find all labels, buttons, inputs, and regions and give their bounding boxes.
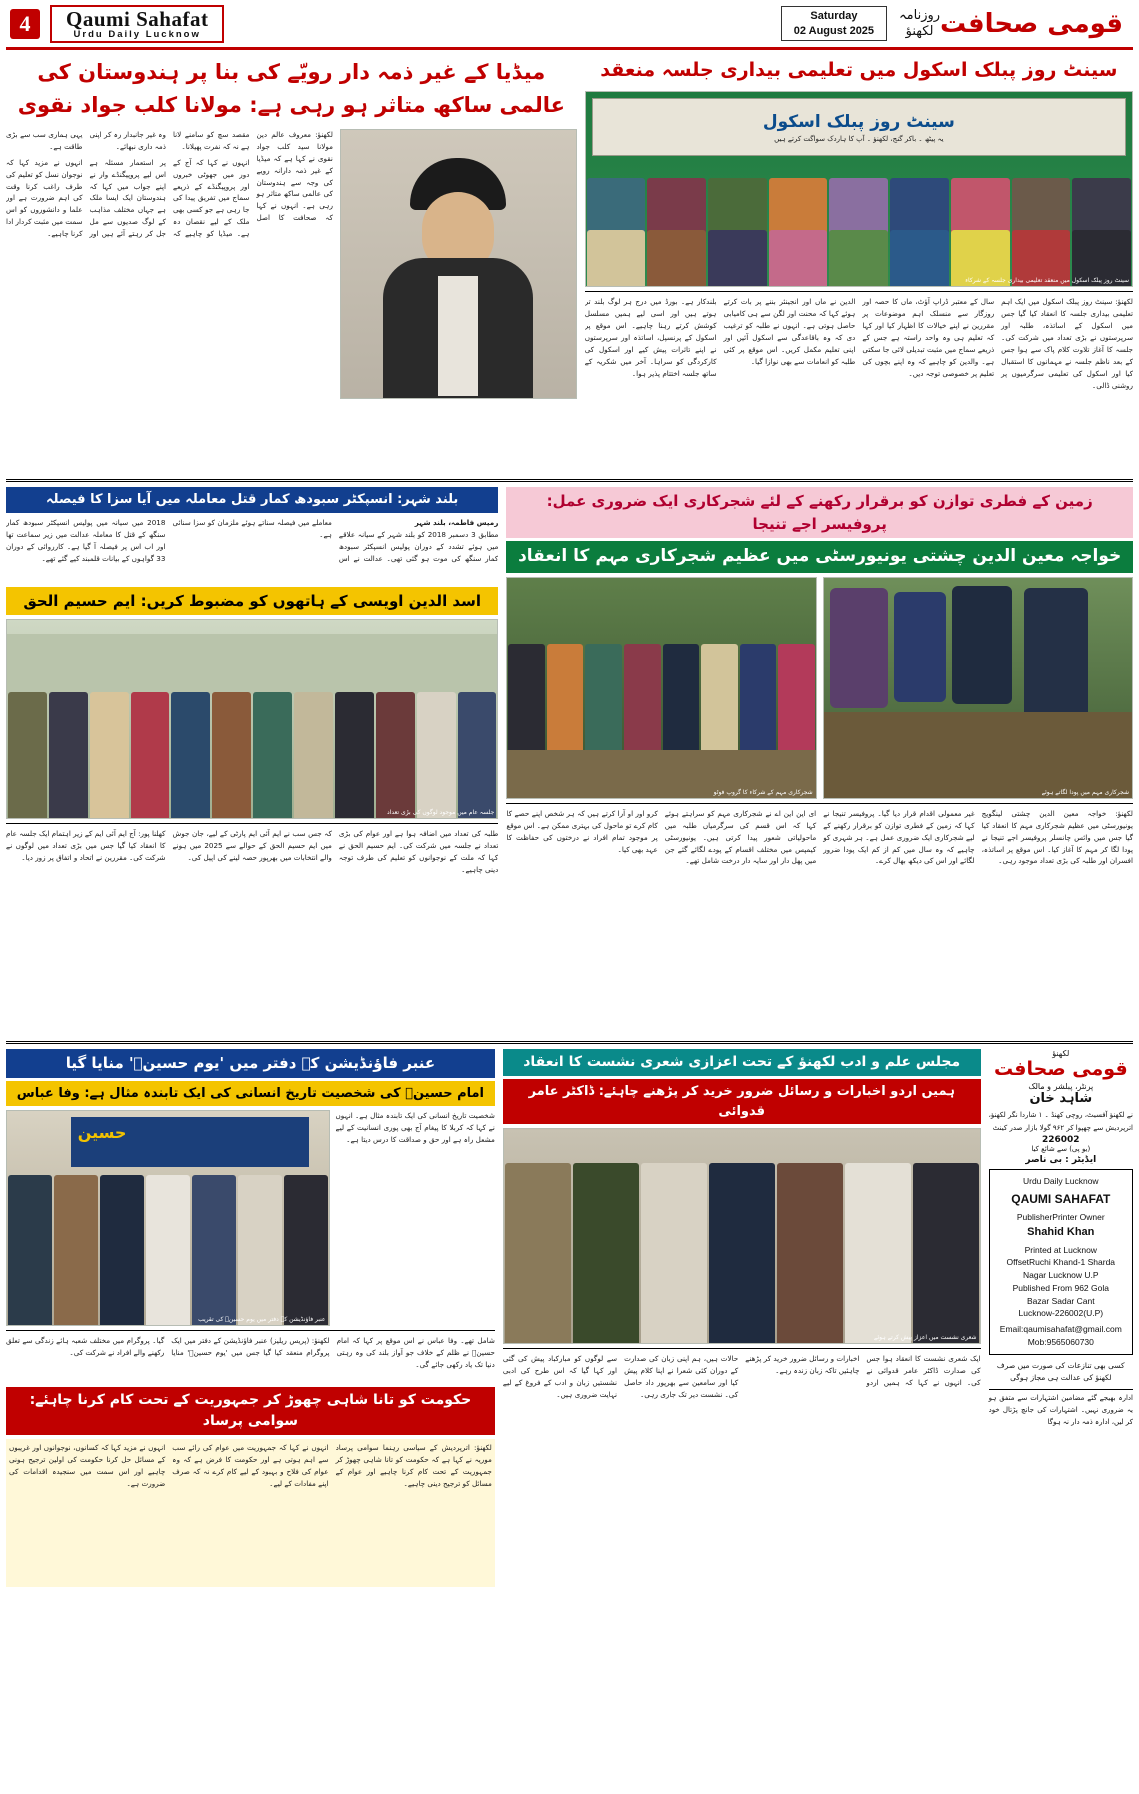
school-para-1: لکھنؤ: سینٹ روز پبلک اسکول میں ایک اہم تعلیمی بیداری جلسہ کا انعقاد کیا گیا جس میں اسکول کے اساتذہ، طلبہ اور سرپرستوں نے بڑی تعداد میں شرکت کی۔ جلسہ کا آغاز تلاوت کلام پاک سے ہوا جس کے بعد ناظم جلسہ نے مہمانوں کا استقبال کیا اور اسکول کی تعلیمی سرگرمیوں پر روشنی ڈالی۔ <box>1001 297 1133 390</box>
school-banner-text: سینٹ روز پبلک اسکول <box>762 111 955 132</box>
majlis-band-bottom: ہمیں اردو اخبارات و رسائل ضرور خرید کر پڑھنے چاہئے: ڈاکٹر عامر قدوائی <box>503 1079 981 1124</box>
imprint-disclaimer-2: ادارہ بھیجے گئے مضامین اشتہارات سے متفق ہو یہ ضروری نہیں۔ اشتہارات کی جانچ پڑتال خود کر لیں، ادارہ ذمہ دار نہ ہوگا <box>989 1389 1133 1429</box>
imprint-english <box>989 1169 1133 1355</box>
article-tree <box>506 487 1133 1036</box>
article-school <box>585 54 1133 474</box>
tree-photo-1-caption: شجرکاری مہم میں پودا لگاتے ہوئے <box>1041 788 1129 796</box>
date-box <box>781 6 887 42</box>
anbar-band-bottom: امام حسینؑ کی شخصیت تاریخ انسانی کی ایک تابندہ مثال ہے: وفا عباس <box>6 1081 495 1107</box>
school-para-3: الدین نے ماں اور انجینئر بننے پر بات کرتے ہوئے کہا کہ محنت اور لگن سے ہی کامیابی حاصل ہوتی ہے۔ انہوں نے طلبہ کو ترغیب دی کہ وہ باقاعدگی سے اسکول آئیں اور اپنی تعلیم مکمل کریں۔ اس موقع پر کئی طلبہ کو انعامات سے بھی نوازا گیا۔ <box>723 297 856 366</box>
imprint-disclaimer-1: کسی بھی تنازعات کی صورت میں صرف لکھنؤ کی عدالت ہی مجاز ہوگی <box>996 1360 1125 1383</box>
majlis-body <box>503 1353 981 1597</box>
imprint-editor-urdu: ایڈیٹر : بی ناصر <box>1025 1154 1097 1165</box>
urdu-daily-label <box>899 8 940 39</box>
owaisi-para-3: کھلنا پور: آج ایم آئی ایم کے زیر اہتمام ایک جلسہ عام کا انعقاد کیا گیا جس میں بڑی تعداد میں لوگوں نے شرکت کی۔ مقررین نے اتحاد و اتفاق پر زور دیا۔ <box>6 829 166 863</box>
maulana-para-3: پر استعمار مسئلہ ہے اس لیے پروپیگنڈے وار نے اپنے جواب میں کہا کہ ہندوستان ایک ایسا ملک ہے جہاں مختلف مذاہب کے لوگ صدیوں سے مل جل کر رہتے آئے ہیں اور یہی ہماری سب سے بڑی طاقت ہے۔ <box>6 130 166 239</box>
article-bulandshahr-owaisi <box>6 487 498 1036</box>
tree-band-bottom: خواجہ معین الدین چشتی یونیورسٹی میں عظیم شجرکاری مہم کا انعقاد <box>506 541 1133 573</box>
imprint-en-paper: QAUMI SAHAFAT <box>1011 1192 1111 1207</box>
owaisi-photo-caption: جلسہ عام میں موجود لوگوں کی بڑی تعداد <box>387 809 495 817</box>
imprint-en-owner-label: PublisherPrinter Owner <box>1016 1212 1105 1223</box>
imprint-email[interactable]: Email:qaumisahafat@gmail.com <box>999 1324 1122 1335</box>
owaisi-para-1: طلبہ کی تعداد میں اضافہ ہوا ہے اور عوام کی بڑی تعداد نے جلسہ میں شرکت کی۔ ایم حسیم الحق نے کہا کہ ملت کے نوجوانوں کو تعلیم کی طرف توجہ دینی چاہیے۔ <box>338 829 499 875</box>
anbar-para-2: شامل تھے۔ وفا عباس نے اس موقع پر کہا کہ امام حسینؑ نے ظلم کے خلاف جو آواز بلند کی وہ رہتی دنیا تک یاد رکھی جائے گی۔ <box>336 1336 495 1370</box>
tree-para-4: کرو اور او آرا کرتے ہیں کہ ہر شخص اپنے حصے کا کام کرے تو ماحول کی بہتری ممکن ہے۔ اس موقع پر موجود تمام افراد نے درختوں کی حفاظت کا عہد بھی کیا۔ <box>506 808 658 854</box>
bulandshahr-band: بلند شہر: انسپکٹر سبودھ کمار قتل معاملہ میں آیا سزا کا فیصلہ <box>6 487 498 513</box>
imprint-en-owner: Shahid Khan <box>1027 1226 1095 1239</box>
imprint-pin: 226002 <box>1042 1134 1080 1145</box>
imprint-en-line-4: Published From 962 Gola <box>1012 1282 1109 1293</box>
tree-photo-2 <box>506 577 816 799</box>
article-majlis <box>503 1049 981 1597</box>
imprint-en-line-1: Printed at Lucknow <box>1024 1244 1097 1255</box>
owaisi-body <box>6 828 498 1036</box>
majlis-photo <box>503 1128 981 1344</box>
anbar-body-bottom <box>6 1335 495 1383</box>
imprint-en-line-3: Nagar Lucknow U.P <box>1022 1270 1099 1281</box>
tree-band-top: زمین کے فطری توازن کو برقرار رکھنے کے لئے شجرکاری ایک ضروری عمل: پروفیسر اجے تنیجا <box>506 487 1133 538</box>
school-headline: سینٹ روز پبلک اسکول میں تعلیمی بیداری جلسہ منعقد <box>600 59 1118 81</box>
page-number: 4 <box>10 9 40 39</box>
date-day: Saturday <box>810 9 858 22</box>
tree-para-3: ای این این اے نے شجرکاری مہم کو سراہتے ہوئے کہا کہ اس قسم کی سرگرمیاں طلبہ میں ماحولیاتی شعور پیدا کرتی ہیں۔ یونیورسٹی کیمپس میں مختلف اقسام کے پودے لگائے گئے جن میں پھل دار اور سایہ دار درخت شامل تھے۔ <box>664 808 817 866</box>
swami-para-1: لکھنؤ: اترپردیش کے سیاسی رہنما سوامی پرساد موریہ نے کہا ہے کہ حکومت کو تانا شاہی چھوڑ کر جمہوریت کے تحت کام کرنا چاہیے اور عوام کے مسائل کو ترجیح دینی چاہیے۔ <box>335 1443 492 1489</box>
majlis-band-top: مجلس علم و ادب لکھنؤ کے تحت اعزازی شعری نشست کا انعقاد <box>503 1049 981 1076</box>
urdu-city-word: لکھنؤ <box>905 23 934 39</box>
school-photo <box>585 91 1133 287</box>
imprint-logo: قومی صحافت <box>993 1058 1128 1081</box>
imprint-mobile: Mob:9565060730 <box>1027 1336 1094 1347</box>
anbar-para-3: لکھنؤ: (پریس ریلیز) عنبر فاؤنڈیشن کے دفتر میں ایک پروگرام منعقد کیا گیا جس میں 'یوم حسینؑ' منایا گیا۔ پروگرام میں مختلف شعبہ ہائے زندگی سے تعلق رکھنے والے افراد نے شرکت کی۔ <box>6 1336 330 1358</box>
maulana-body <box>6 129 333 399</box>
imprint-city: لکھنؤ <box>1052 1049 1070 1059</box>
majlis-para-2: حالات ہیں، ہم اپنی زبان کی صدارت کے دوران کئی شعرا نے اپنا کلام پیش کیا اور سامعین سے بھرپور داد حاصل کی۔ نشست دیر تک جاری رہی۔ <box>624 1354 739 1400</box>
masthead <box>6 4 1133 50</box>
newspaper-logo <box>50 5 224 43</box>
school-photo-caption: سینٹ روز پبلک اسکول میں منعقد تعلیمی بیداری جلسہ کے شرکاء <box>965 277 1129 285</box>
school-para-2: سال کے معتبر ڈراپ آؤٹ، ماں کا حصہ اور روزگار سے منسلک اہم موضوعات پر مقررین نے اپنے خیالات کا اظہار کیا اور کہا کہ تعلیم ہی وہ واحد راستہ ہے جس کے ذریعے سماج میں مثبت تبدیلی لائی جا سکتی ہے۔ والدین کو چاہیے کہ وہ اپنے بچوں کی تعلیم پر خصوصی توجہ دیں۔ <box>862 297 995 378</box>
imprint-en-title: Urdu Daily Lucknow <box>1022 1175 1099 1186</box>
maulana-headline: میڈیا کے غیر ذمہ دار رویّے کی بنا پر ہندوستان کی عالمی ساکھ متاثر ہو رہی ہے: مولانا کلب جواد نقوی <box>17 60 565 117</box>
tree-para-2: غیر معمولی اقدام قرار دیا گیا۔ پروفیسر تنیجا نے کہا کہ زمین کے فطری توازن کو برقرار رکھنے کے لیے شجرکاری ایک ضروری عمل ہے۔ ہر شہری کو چاہیے کہ وہ سال میں کم از کم ایک پودا ضرور لگائے اور اس کی دیکھ بھال کرے۔ <box>823 808 975 866</box>
school-para-4: بلندکار ہے۔ بورڈ میں درج ہر لوگ بلند تر ہوتے ہیں اور اسی لیے ہمیں مسلسل کوشش کرتے رہنا چاہیے۔ اس موقع پر اسکول کے پرنسپل، اساتذہ اور سرپرستوں نے اپنے تاثرات پیش کیے اور اسکول کی کارکردگی کو سراہا۔ آخر میں شکریہ کے ساتھ جلسہ اختتام پذیر ہوا۔ <box>584 297 717 378</box>
maulana-photo <box>340 129 577 399</box>
school-banner-sub: یہ پیٹھ ۔ باکر گنج، لکھنؤ ۔ آپ کا ہاردک سواگت کرتے ہیں <box>774 134 944 143</box>
article-maulana <box>6 54 577 474</box>
tree-para-1: لکھنؤ: خواجہ معین الدین چشتی لینگویج یونیورسٹی میں عظیم شجرکاری مہم کا انعقاد کیا گیا جس میں وائس چانسلر پروفیسر اجے تنیجا نے پودا لگا کر مہم کا آغاز کیا۔ اس موقع پر اساتذہ، افسران اور طلبہ کی بڑی تعداد موجود رہی۔ <box>981 808 1133 866</box>
anbar-para-1: شخصیت تاریخ انسانی کی ایک تابندہ مثال ہے۔ انہوں نے کہا کہ کربلا کا پیغام آج بھی پوری انسانیت کے لیے مشعل راہ ہے اور حق و صداقت کا درس دیتا ہے۔ <box>335 1111 495 1145</box>
imprint-pin-note: (یو پی) سے شائع کیا <box>1031 1144 1091 1153</box>
anbar-body-left <box>336 1110 495 1326</box>
swami-body <box>6 1439 495 1587</box>
majlis-para-3: سے لوگوں کو مبارکباد پیش کی گئی اور کہا گیا کہ اس طرح کی ادبی نشستیں زبان و ادب کے فروغ کے لیے نہایت ضروری ہیں۔ <box>502 1354 618 1400</box>
bulandshahr-dateline: رمیس فاطمہ، بلند شہر <box>414 517 499 527</box>
urdu-daily-word: روزنامہ <box>899 7 941 23</box>
imprint-en-line-2: OffsetRuchi Khand-1 Sharda <box>1006 1257 1116 1268</box>
imprint-en-line-5: Bazar Sadar Cant <box>1027 1295 1095 1306</box>
article-anbar <box>6 1049 495 1597</box>
owaisi-para-2: کہ جس سب نے ایم آئی ایم پارٹی کے لیے، جان جوش میں ایم حسیم الحق کے حوالے سے 2025 میں ہونے والے انتخابات میں بھرپور حصہ لینے کی اپیل کی۔ <box>172 829 332 863</box>
maulana-para-4: انہوں نے مزید کہا کہ نوجوان نسل کو تعلیم کی طرف راغب کرنا وقت کی اہم ضرورت ہے اور علما و دانشوروں کو اس سمت میں مثبت کردار ادا کرنا چاہیے۔ <box>6 157 83 239</box>
date-full: 02 August 2025 <box>793 24 875 37</box>
majlis-photo-caption: شعری نشست میں اعزاز پیش کرتے ہوئے <box>873 1334 977 1342</box>
imprint-role: پرنٹر، پبلشر و مالک <box>1028 1082 1094 1092</box>
imprint-block <box>989 1049 1133 1597</box>
swami-para-3: انہوں نے مزید کہا کہ کسانوں، نوجوانوں اور غریبوں کے مسائل حل کرنا حکومت کی اولین ترجیح ہونی چاہیے اور اس سمت میں سنجیدہ اقدامات کی ضرورت ہے۔ <box>9 1443 166 1489</box>
logo-subtitle: Urdu Daily Lucknow <box>73 28 201 40</box>
swami-para-2: انہوں نے کہا کہ جمہوریت میں عوام کی رائے سب سے اہم ہوتی ہے اور حکومت کا فرض ہے کہ وہ عوام کی فلاح و بہبود کے لیے کام کرے نہ کہ صرف اپنے مفادات کے لیے۔ <box>172 1443 329 1489</box>
anbar-photo: حسین عنبر فاؤنڈیشن کے دفتر میں یوم حسینؑ کی تقریب <box>6 1110 330 1326</box>
school-body <box>585 296 1133 474</box>
anbar-photo-caption: عنبر فاؤنڈیشن کے دفتر میں یوم حسینؑ کی تقریب <box>198 1316 326 1324</box>
majlis-para-1: ایک شعری نشست کا انعقاد ہوا جس کی صدارت ڈاکٹر عامر قدوائی نے کی۔ انہوں نے کہا کہ ہمیں اردو اخبارات و رسائل ضرور خرید کر پڑھنے چاہئیں تاکہ زبان زندہ رہے۔ <box>745 1354 981 1388</box>
anbar-band-top: عنبر فاؤنڈیشن کے دفتر میں 'یوم حسینؑ' منایا گیا <box>6 1049 495 1078</box>
logo-title: Qaumi Sahafat <box>66 6 209 31</box>
tree-body <box>506 808 1133 1016</box>
tree-photo-2-caption: شجرکاری مہم کے شرکاء کا گروپ فوٹو <box>713 788 813 796</box>
imprint-address-urdu: نے لکھنؤ آفسیٹ، روچی کھنڈ ۔ ۱ شاردا نگر لکھنؤ، اترپردیش سے چھپوا کر ۹۶۲ گولا بازار صدر کینٹ <box>988 1111 1133 1133</box>
owaisi-band: اسد الدین اویسی کے ہاتھوں کو مضبوط کریں: ایم حسیم الحق <box>6 587 498 616</box>
maulana-para-1: لکھنؤ: معروف عالم دین مولانا سید کلب جواد نقوی نے کہا ہے کہ میڈیا کے غیر ذمہ دارانہ رویے کی وجہ سے ہندوستان کی عالمی ساکھ متاثر ہو رہی ہے۔ انہوں نے کہا کہ صحافت کا اصل مقصد سچ کو سامنے لانا ہے نہ کہ نفرت پھیلانا۔ <box>172 130 333 223</box>
bulandshahr-para-1: مطابق 3 دسمبر 2018 کو بلند شہر کے سیانہ علاقے میں ہوئے تشدد کے دوران پولیس انسپکٹر سبودھ کمار سنگھ کی موت ہو گئی تھی۔ عدالت نے اس معاملے میں فیصلہ سناتے ہوئے ملزمان کو سزا سنائی ہے۔ <box>172 517 499 563</box>
bulandshahr-body <box>6 517 498 583</box>
tree-photo-1 <box>823 577 1133 799</box>
imprint-owner-urdu: شاہد خان <box>1029 1091 1093 1107</box>
maulana-para-2: انہوں نے کہا کہ آج کے دور میں جھوٹی خبروں اور پروپیگنڈے کے ذریعے سماج میں تفریق پیدا کی جا رہی ہے جو کسی بھی ملک کے لیے نقصان دہ ہے۔ میڈیا کو چاہیے کہ وہ غیر جانبدار رہ کر اپنی ذمہ داری نبھائے۔ <box>89 130 250 239</box>
swami-band: حکومت کو تانا شاہی چھوڑ کر جمہوریت کے تحت کام کرنا چاہئے: سوامی پرساد <box>6 1387 495 1435</box>
imprint-en-line-6: Lucknow-226002(U.P) <box>1018 1308 1104 1319</box>
urdu-masthead-title: قومی صحافت <box>940 8 1123 39</box>
owaisi-photo <box>6 619 498 819</box>
bulandshahr-para-2: 2018 میں سیانہ میں پولیس انسپکٹر سبودھ کمار سنگھ کے قتل کا معاملہ عدالت میں زیر سماعت تھا اور اب اس پر فیصلہ آ گیا ہے۔ کارروائی کے دوران 33 گواہوں کے بیانات قلمبند کیے گئے تھے۔ <box>6 517 166 563</box>
